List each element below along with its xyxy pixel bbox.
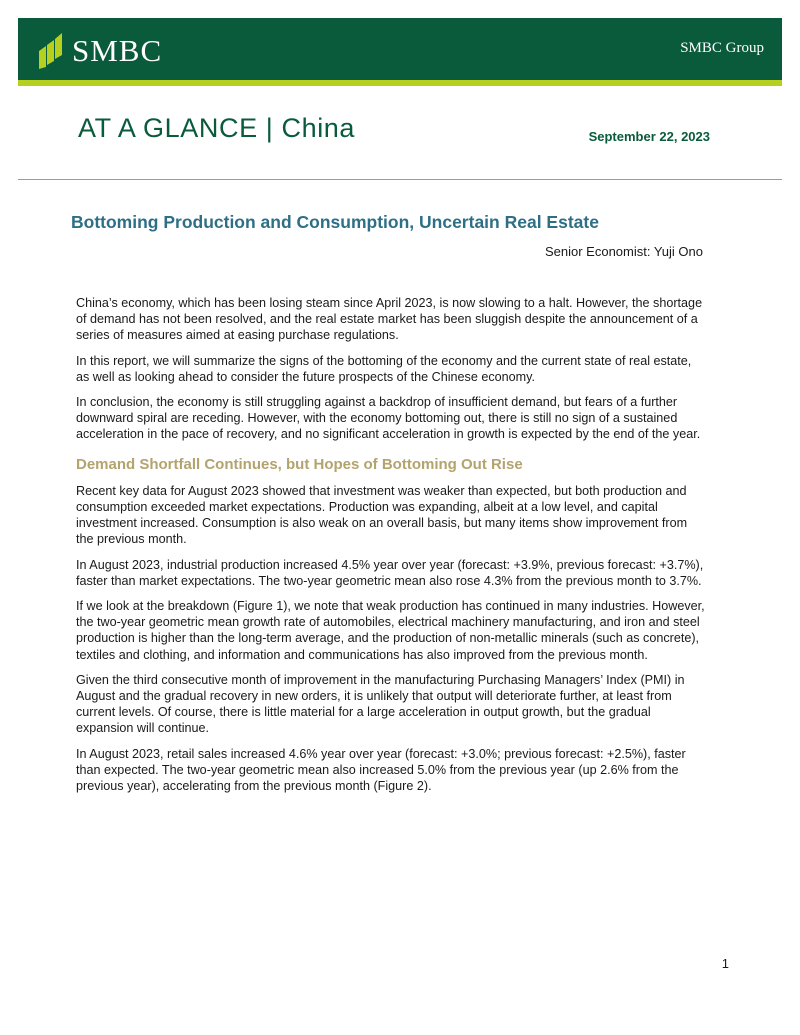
- paragraph: In August 2023, industrial production increased 4.5% year over year (forecast: +3.9%, previous forecast: +3.7%), faster than market expectations. The two-year geometric mean also rose 4.3% from the previous month to 3.7%.: [76, 557, 704, 588]
- report-date: September 22, 2023: [588, 129, 710, 144]
- paragraph: In this report, we will summarize the signs of the bottoming of the economy and the current state of real estate, as well as looking ahead to consider the future prospects of the Chinese economy.: [76, 353, 692, 384]
- headline: Bottoming Production and Consumption, Uncertain Real Estate: [71, 212, 599, 232]
- header-accent-stripe: [18, 80, 782, 86]
- report-title: AT A GLANCE | China: [78, 113, 356, 143]
- author-line: Senior Economist: Yuji Ono: [544, 244, 703, 259]
- section-heading: Demand Shortfall Continues, but Hopes of Bottoming Out Rise: [76, 455, 523, 473]
- paragraph: China’s economy, which has been losing steam since April 2023, is now slowing to a halt. However, the shortage of demand has not been resolved, and the real estate market has been sluggish despite the announcement of a series of measures aimed at easing purchase regulations.: [76, 296, 703, 343]
- smbc-leaf-icon: [38, 31, 62, 69]
- page-number: 1: [721, 956, 729, 971]
- paragraph: If we look at the breakdown (Figure 1), we note that weak production has continued in many industries. However, the two-year geometric mean growth rate of automobiles, electrical machinery manufacturing, and iron and steel production is higher than the long-term average, and the production of non-metallic minerals (such as concrete), textiles and clothing, and information and communications has also improved from the previous month.: [76, 599, 705, 662]
- paragraph: Recent key data for August 2023 showed that investment was weaker than expected, but both production and consumption exceeded market expectations. Production was expanding, albeit at a low level, and capital investment increased. Consumption is also weak on an overall basis, but many items show improvement from the previous month.: [76, 483, 688, 547]
- logo-text: SMBC: [72, 32, 163, 68]
- paragraph: In August 2023, retail sales increased 4.6% year over year (forecast: +3.0%; previous forecast: +2.5%), faster than expected. The two-year geometric mean also increased 5.0% from the previous year (up 2.6% from the previous year), accelerating from the previous month (Figure 2).: [76, 746, 686, 794]
- group-label: SMBC Group: [680, 40, 764, 56]
- paragraph: In conclusion, the economy is still struggling against a backdrop of insufficient demand, but fears of a further downward spiral are receding. However, with the economy bottoming out, there is still no sign of a sustained acceleration in the pace of recovery, and no significant acceleration in growth is expected by the end of the year.: [76, 395, 701, 442]
- article-body: [76, 295, 706, 803]
- paragraph: Given the third consecutive month of improvement in the manufacturing Purchasing Managers’ Index (PMI) in August and the gradual recovery in new orders, it is unlikely that output will deteriorate further, at least from current levels. Of course, there is little material for a large acceleration in output growth, but the gradual expansion will continue.: [76, 672, 685, 736]
- divider: [18, 179, 782, 180]
- smbc-logo: [38, 30, 162, 70]
